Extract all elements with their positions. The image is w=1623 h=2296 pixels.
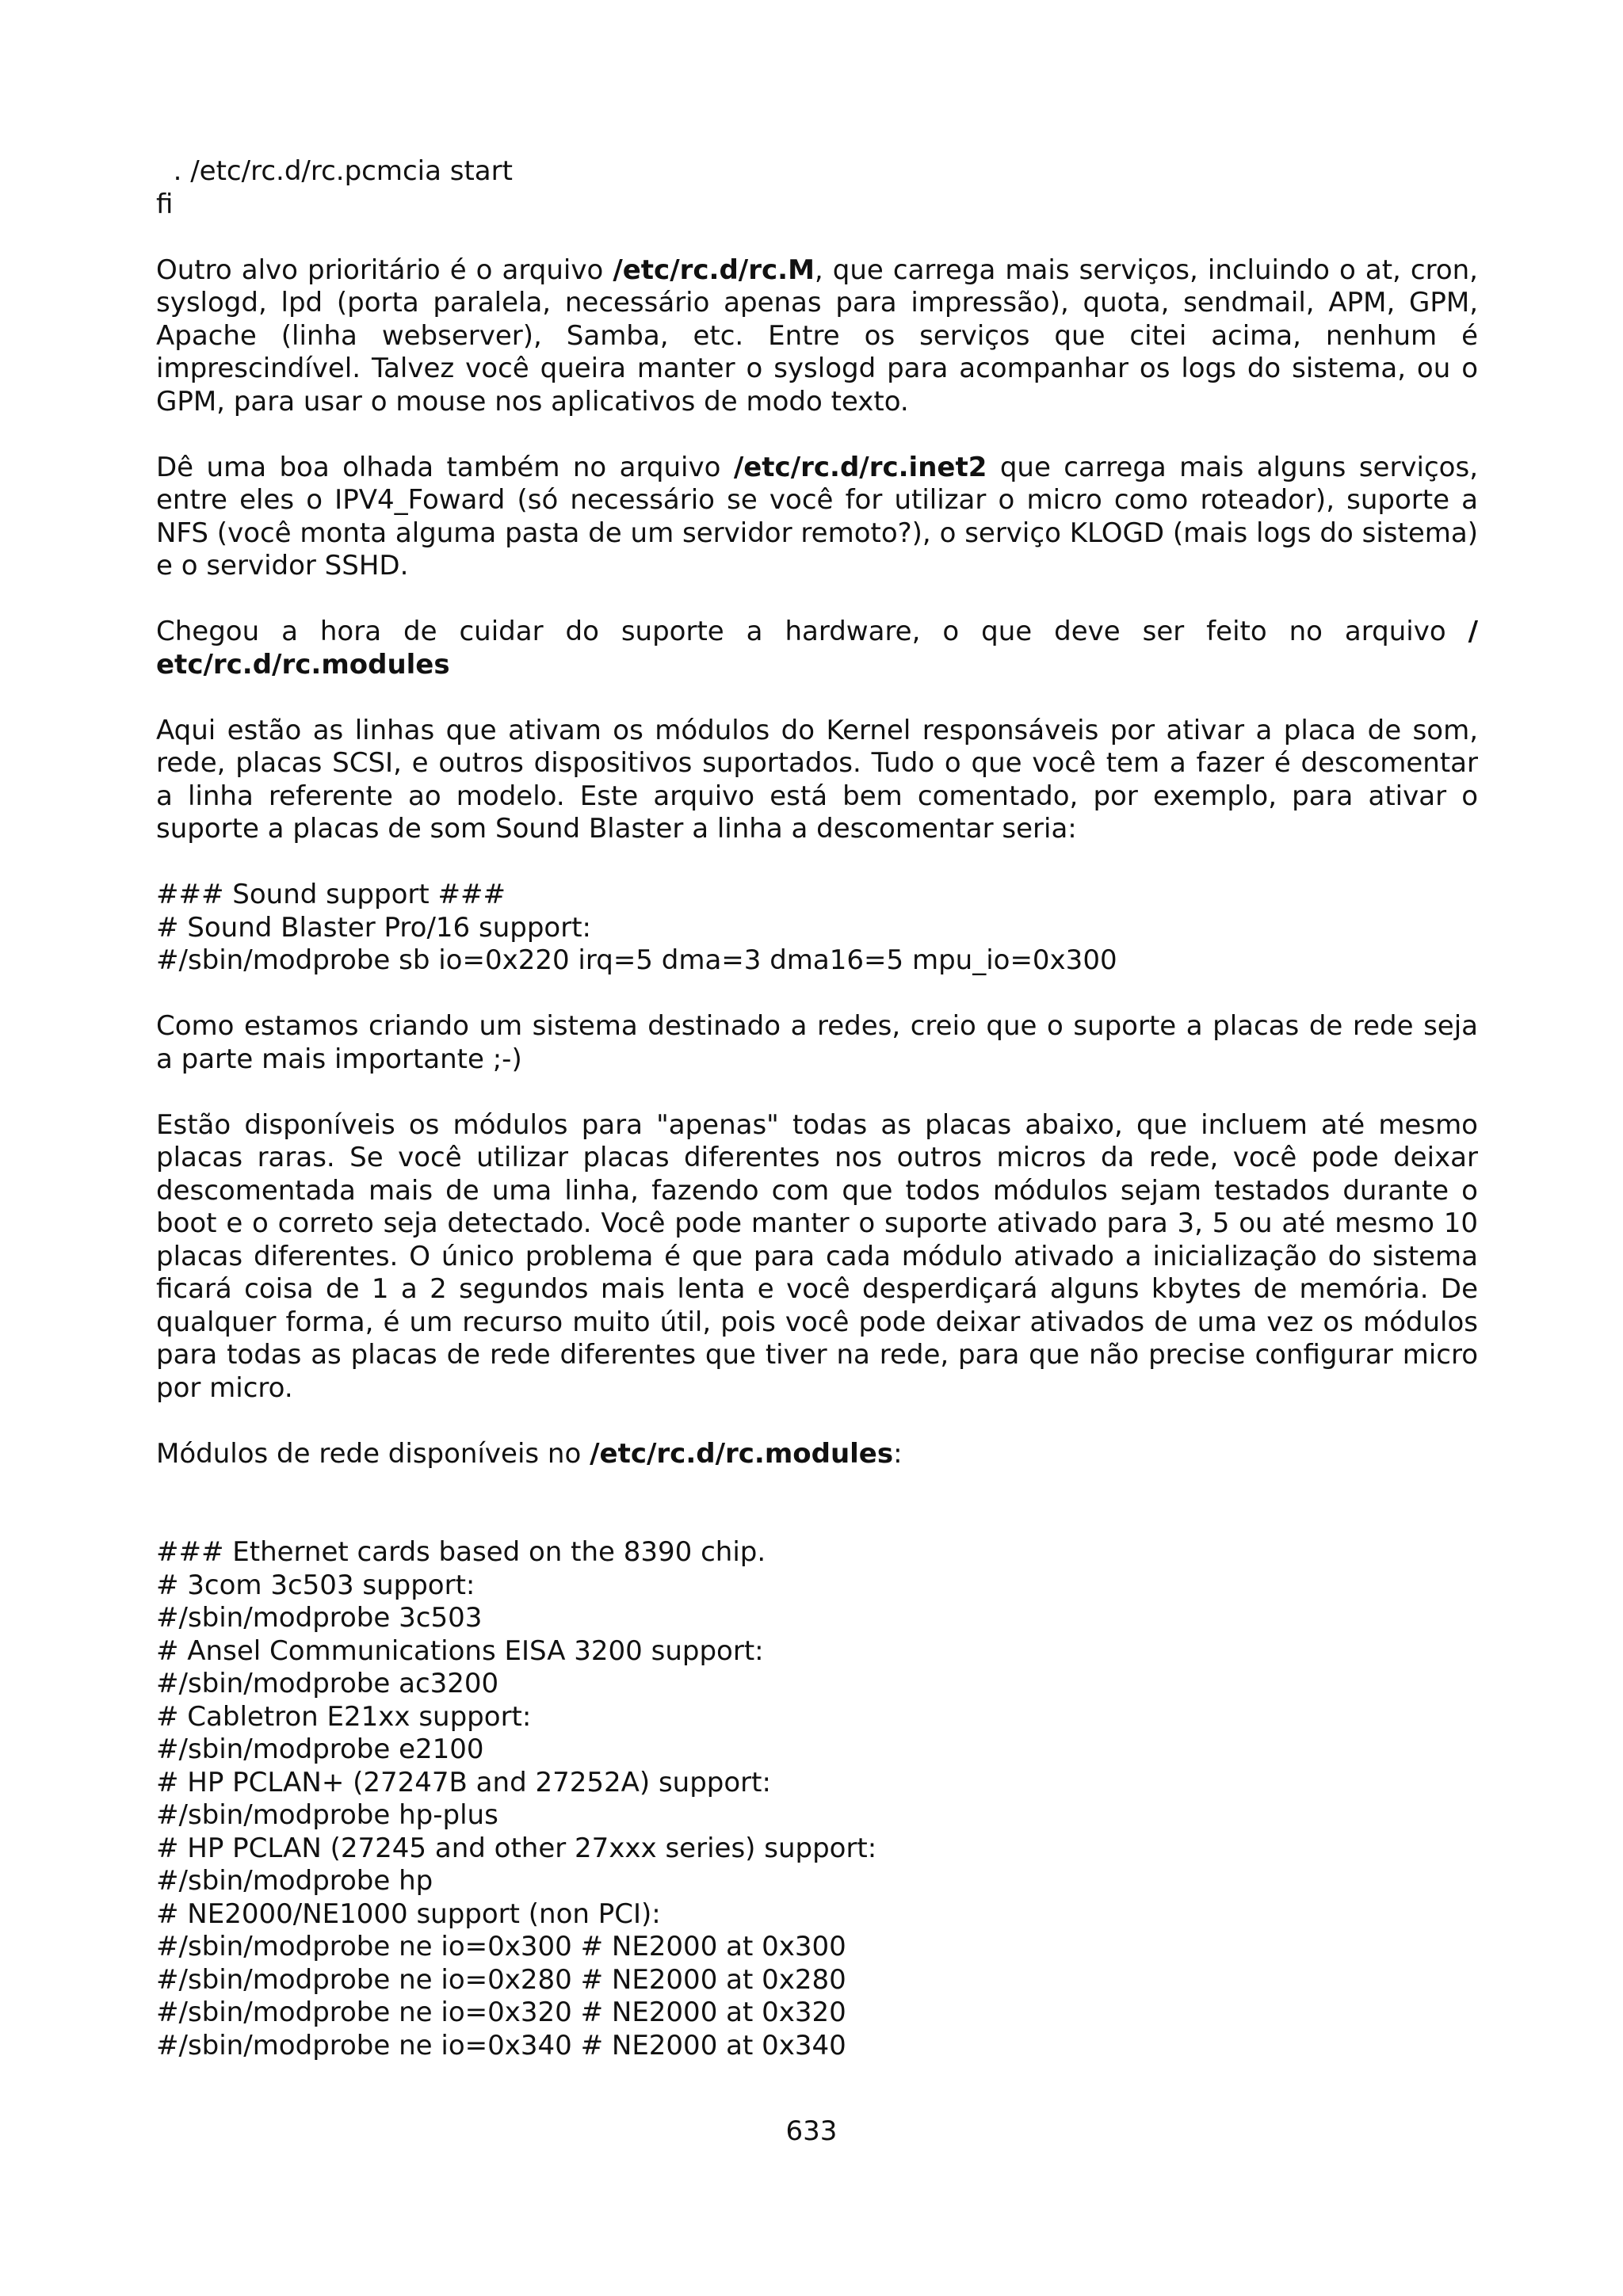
paragraph-rc-modules-intro — [156, 616, 1478, 681]
sound-code-block — [156, 879, 1478, 978]
paragraph-network-importance: Como estamos criando um sistema destinado a redes, creio que o suporte a placas de rede seja a parte mais importante ;-) — [156, 1010, 1478, 1075]
code-line: #/sbin/modprobe e2100 — [156, 1733, 484, 1765]
code-line: # 3com 3c503 support: — [156, 1569, 475, 1601]
filename-rc-inet2: /etc/rc.d/rc.inet2 — [733, 451, 987, 483]
code-line: # Cabletron E21xx support: — [156, 1700, 532, 1733]
ethernet-code-block — [156, 1536, 1478, 2062]
text-run: Outro alvo prioritário é o arquivo — [156, 254, 613, 286]
paragraph-rc-m — [156, 254, 1478, 419]
code-line: # Sound Blaster Pro/16 support: — [156, 911, 591, 944]
code-line: # NE2000/NE1000 support (non PCI): — [156, 1897, 661, 1930]
code-line: ### Ethernet cards based on the 8390 chip. — [156, 1536, 766, 1568]
text-run: : — [893, 1437, 903, 1470]
code-line: #/sbin/modprobe sb io=0x220 irq=5 dma=3 dma16=5 mpu_io=0x300 — [156, 944, 1117, 976]
page-body — [156, 155, 1478, 2096]
filename-rc-modules: /etc/rc.d/rc.modules — [590, 1437, 894, 1470]
code-line: #/sbin/modprobe ac3200 — [156, 1668, 499, 1699]
code-line: # HP PCLAN (27245 and other 27xxx series) support: — [156, 1832, 877, 1864]
filename-rc-modules: / etc/rc.d/rc.modules — [156, 616, 1478, 681]
code-line: #/sbin/modprobe 3c503 — [156, 1602, 483, 1634]
code-line: # Ansel Communications EISA 3200 support: — [156, 1634, 764, 1667]
text-run: , que carrega mais serviços, incluindo o at, cron, syslogd, lpd (porta paralela, necessário apenas para impressão), quota, sendmail, APM, GPM, Apache (linha webserver), Samba, etc. Entre os serviços que citei acima, nenhum é imprescindível. Talvez você queira manter o syslogd para acompanhar os logs do sistema, ou o GPM, para usar o mouse nos aplicativos de modo texto. — [156, 254, 1478, 418]
paragraph-network-modules — [156, 1438, 1478, 1471]
code-line: #/sbin/modprobe ne io=0x320 # NE2000 at 0x320 — [156, 1997, 846, 2028]
page-number: 633 — [785, 2115, 838, 2147]
code-line: #/sbin/modprobe ne io=0x340 # NE2000 at 0x340 — [156, 2029, 846, 2061]
paragraph-rc-inet2 — [156, 452, 1478, 583]
code-line: #/sbin/modprobe hp — [156, 1865, 433, 1897]
pcmcia-code-block — [156, 155, 1478, 221]
text-run: Chegou a hora de cuidar do suporte a hardware, o que deve ser feito no arquivo — [156, 616, 1468, 647]
code-line: # HP PCLAN+ (27247B and 27252A) support: — [156, 1766, 771, 1798]
text-run: Dê uma boa olhada também no arquivo — [156, 451, 734, 483]
paragraph-available-modules: Estão disponíveis os módulos para "apenas" todas as placas abaixo, que incluem até mesmo placas raras. Se você utilizar placas diferentes nos outros micros da rede, você pode deixar descomentada mais de uma linha, fazendo com que todos módulos sejam testados durante o boot e o correto seja detectado. Você pode manter o suporte ativado para 3, 5 ou até mesmo 10 placas diferentes. O único problema é que para cada módulo ativado a inicialização do sistema ficará coisa de 1 a 2 segundos mais lenta e você desperdiçará alguns kbytes de memória. De qualquer forma, é um recurso muito útil, pois você pode deixar ativados de uma vez os módulos para todas as placas de rede diferentes que tiver na rede, para que não precise configurar micro por micro. — [156, 1108, 1478, 1404]
text-run: que carrega mais alguns serviços, entre eles o IPV4_Foward (só necessário se você for utilizar o micro como roteador), suporte a NFS (você monta alguma pasta de um servidor remoto?), o serviço KLOGD (mais logs do sistema) e o servidor SSHD. — [156, 451, 1479, 582]
code-line: #/sbin/modprobe hp-plus — [156, 1799, 498, 1831]
code-line: #/sbin/modprobe ne io=0x300 # NE2000 at 0x300 — [156, 1931, 846, 1962]
text-run: Módulos de rede disponíveis no — [156, 1437, 590, 1470]
code-line: fi — [156, 188, 174, 220]
code-line: . /etc/rc.d/rc.pcmcia start — [156, 155, 513, 187]
code-line: ### Sound support ### — [156, 879, 506, 910]
code-line: #/sbin/modprobe ne io=0x280 # NE2000 at 0x280 — [156, 1963, 846, 1996]
filename-rc-m: /etc/rc.d/rc.M — [613, 254, 815, 286]
paragraph-kernel-modules: Aqui estão as linhas que ativam os módulos do Kernel responsáveis por ativar a placa de som, rede, placas SCSI, e outros dispositivos suportados. Tudo o que você tem a fazer é descomentar a linha referente ao modelo. Este arquivo está bem comentado, por exemplo, para ativar o suporte a placas de som Sound Blaster a linha a descomentar seria: — [156, 714, 1478, 845]
